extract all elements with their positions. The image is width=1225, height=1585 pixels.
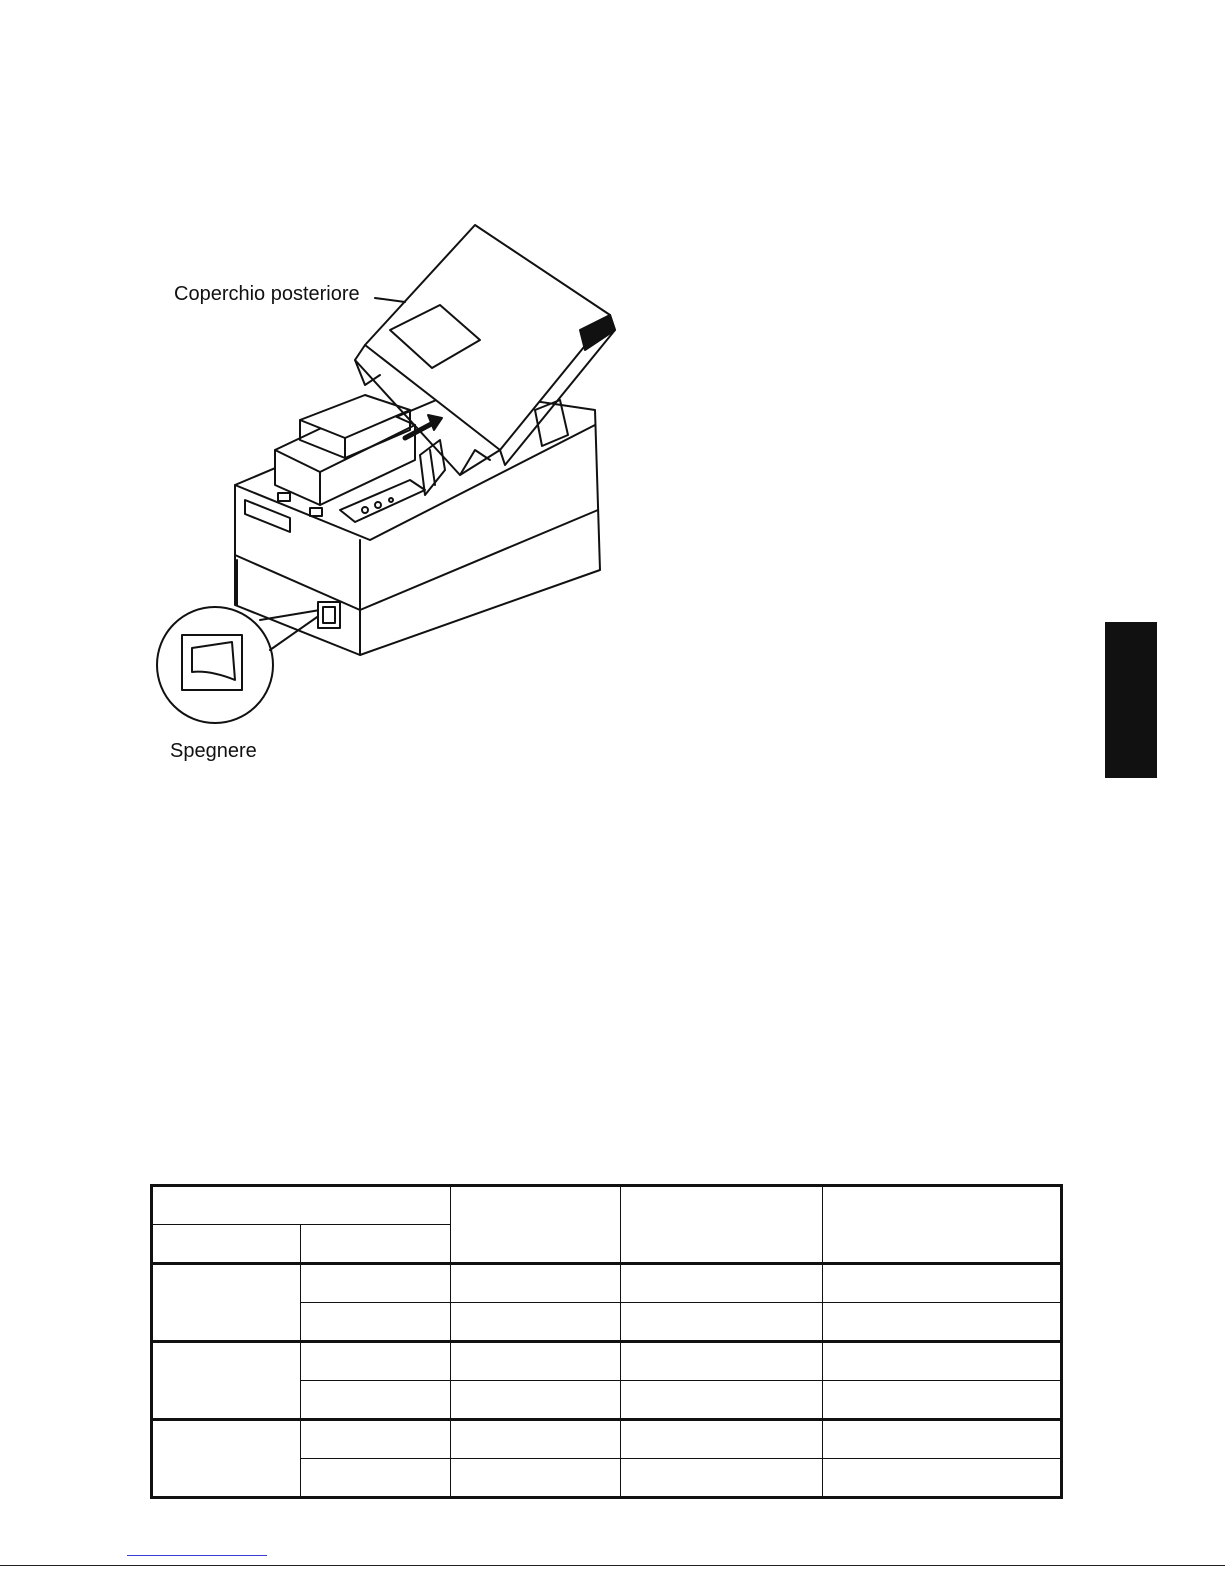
table-cell — [823, 1459, 1062, 1498]
table-cell — [451, 1342, 621, 1381]
back-cover-label: Coperchio posteriore — [174, 283, 360, 305]
table-cell — [451, 1459, 621, 1498]
table-cell — [823, 1420, 1062, 1459]
table-header-row — [152, 1186, 1062, 1225]
table-cell — [451, 1303, 621, 1342]
table-cell — [152, 1420, 301, 1498]
table-cell — [621, 1264, 823, 1303]
table-row — [152, 1264, 1062, 1303]
table-cell — [621, 1342, 823, 1381]
table-cell — [301, 1420, 451, 1459]
table-cell — [301, 1264, 451, 1303]
table-cell — [451, 1186, 621, 1264]
table-cell — [301, 1459, 451, 1498]
table-cell — [621, 1186, 823, 1264]
table-cell — [301, 1225, 451, 1264]
settings-table — [150, 1184, 1063, 1499]
table-cell — [823, 1381, 1062, 1420]
section-tab — [1105, 622, 1157, 778]
table-cell — [301, 1342, 451, 1381]
table-cell — [152, 1264, 301, 1342]
table-cell — [621, 1459, 823, 1498]
table-cell — [621, 1303, 823, 1342]
table-cell — [823, 1342, 1062, 1381]
footer-rule — [0, 1565, 1225, 1566]
table-cell — [823, 1264, 1062, 1303]
table-cell — [451, 1264, 621, 1303]
link-underline[interactable] — [127, 1555, 267, 1556]
table-row — [152, 1342, 1062, 1381]
table-cell — [621, 1420, 823, 1459]
table-cell — [301, 1303, 451, 1342]
table-cell — [451, 1381, 621, 1420]
table-cell — [823, 1303, 1062, 1342]
table-cell — [451, 1420, 621, 1459]
table-cell — [301, 1381, 451, 1420]
table-cell — [823, 1186, 1062, 1264]
table-cell — [152, 1225, 301, 1264]
table-cell — [621, 1381, 823, 1420]
power-switch-label: Spegnere — [170, 740, 257, 762]
table-cell — [152, 1186, 451, 1225]
table-row — [152, 1420, 1062, 1459]
table-cell — [152, 1342, 301, 1420]
